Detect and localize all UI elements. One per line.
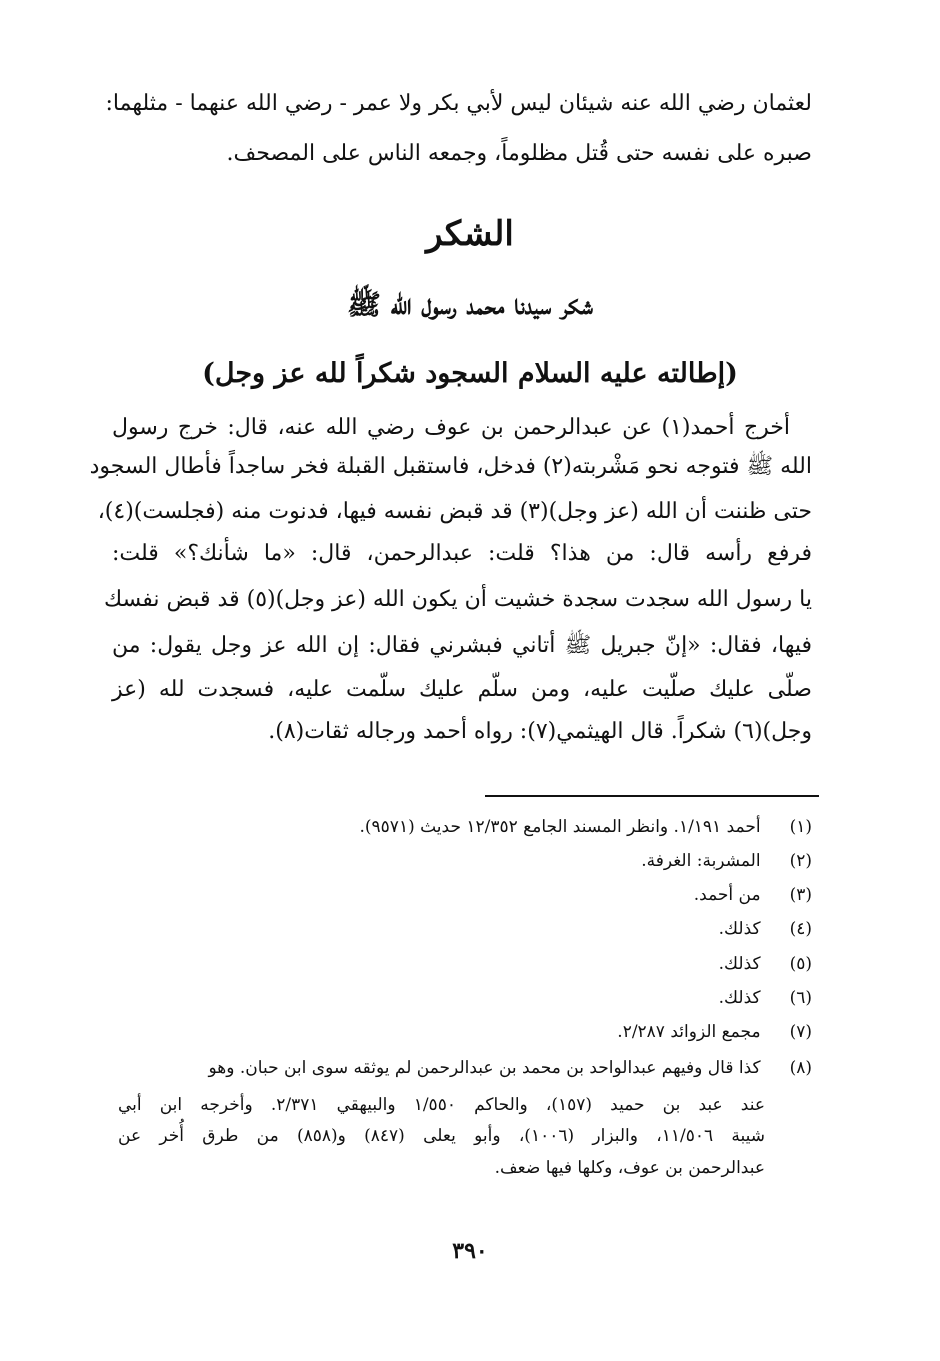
footnote-text: من أحمد. bbox=[693, 885, 761, 905]
footnote-number: (٢) bbox=[789, 851, 812, 871]
body-line-7: صلّى عليك صلّيت عليه، ومن سلّم عليك سلّمت عليه، فسجدت لله (عز bbox=[112, 677, 812, 702]
body-line-6: فيها، فقال: «إنّ جبريل ﷺ أتاني فبشرني فقال: إن الله عز وجل يقول: من bbox=[112, 633, 812, 658]
footnote-6 bbox=[140, 981, 812, 1015]
footnote-number: (٣) bbox=[789, 885, 812, 905]
footnote-number: (٨) bbox=[789, 1058, 812, 1078]
body-line-2: الله ﷺ فتوجه نحو مَشْربته(٢) فدخل، فاستقبل القبلة فخر ساجداً فأطال السجود bbox=[89, 454, 812, 479]
body-line-4: فرفع رأسه قال: من هذا؟ قلت: عبدالرحمن، قال: «ما شأنك؟» قلت: bbox=[112, 541, 812, 566]
footnote-number: (١) bbox=[789, 817, 812, 837]
footnote-number: (٥) bbox=[789, 954, 812, 974]
footnote-text: أحمد ١/١٩١. وانظر المسند الجامع ١٢/٣٥٢ حديث (٩٥٧١). bbox=[359, 817, 761, 837]
footnote-8-continuation-3: عبدالرحمن بن عوف، وكلها فيها ضعف. bbox=[494, 1158, 765, 1178]
body-line-5: يا رسول الله سجدت سجدة خشيت أن يكون الله (عز وجل)(٥) قد قبض نفسك bbox=[104, 587, 812, 612]
section-title: الشكر bbox=[426, 214, 514, 254]
footnote-7 bbox=[140, 1015, 812, 1049]
footnote-text: كذلك. bbox=[718, 988, 761, 1008]
footnote-8 bbox=[140, 1051, 812, 1085]
body-line-3: حتى ظننت أن الله (عز وجل)(٣) قد قبض نفسه فيها، فدنوت منه (فجلست)(٤)، bbox=[97, 499, 812, 524]
footnote-3 bbox=[140, 878, 812, 912]
footnote-8-continuation-1: عند عبد بن حميد (١٥٧)، والحاكم ١/٥٥٠ والبيهقي ٢/٣٧١. وأخرجه ابن أبي bbox=[118, 1095, 765, 1115]
footnote-text: المشربة: الغرفة. bbox=[641, 851, 761, 871]
footnote-text: كذا قال وفيهم عبدالواحد بن محمد بن عبدالرحمن لم يوثقه سوى ابن حبان. وهو bbox=[208, 1058, 761, 1078]
footnote-separator bbox=[485, 795, 819, 797]
body-line-8: وجل)(٦) شكراً. قال الهيثمي(٧): رواه أحمد ورجاله ثقات(٨). bbox=[268, 719, 812, 744]
footnote-4 bbox=[140, 912, 812, 946]
footnote-8-continuation-2: شيبة ١١/٥٠٦، والبزار (١٠٠٦)، وأبو يعلى (٨٤٧) و(٨٥٨) من طرق أُخر عن bbox=[118, 1126, 765, 1146]
footnote-text: مجمع الزوائد ٢/٢٨٧. bbox=[617, 1022, 761, 1042]
footnote-5 bbox=[140, 947, 812, 981]
section-subtitle: شكر سيدنا محمد رسول الله ﷺ bbox=[347, 288, 593, 321]
footnote-number: (٤) bbox=[789, 919, 812, 939]
footnote-text: كذلك. bbox=[718, 954, 761, 974]
intro-line-1: لعثمان رضي الله عنه شيئان ليس لأبي بكر ولا عمر - رضي الله عنهما - مثلهما: bbox=[105, 91, 812, 116]
footnote-number: (٦) bbox=[789, 988, 812, 1008]
footnote-2 bbox=[140, 844, 812, 878]
body-line-1: أخرج أحمد(١) عن عبدالرحمن بن عوف رضي الله عنه، قال: خرج رسول bbox=[112, 415, 790, 440]
footnote-number: (٧) bbox=[789, 1022, 812, 1042]
section-subtitle-parenthetical: (إطالته عليه السلام السجود شكراً لله عز وجل) bbox=[202, 358, 738, 389]
intro-line-2: صبره على نفسه حتى قُتل مظلوماً، وجمعه الناس على المصحف. bbox=[226, 141, 812, 166]
footnote-1 bbox=[140, 810, 812, 844]
page-number: ٣٩٠ bbox=[452, 1238, 488, 1264]
footnote-text: كذلك. bbox=[718, 919, 761, 939]
